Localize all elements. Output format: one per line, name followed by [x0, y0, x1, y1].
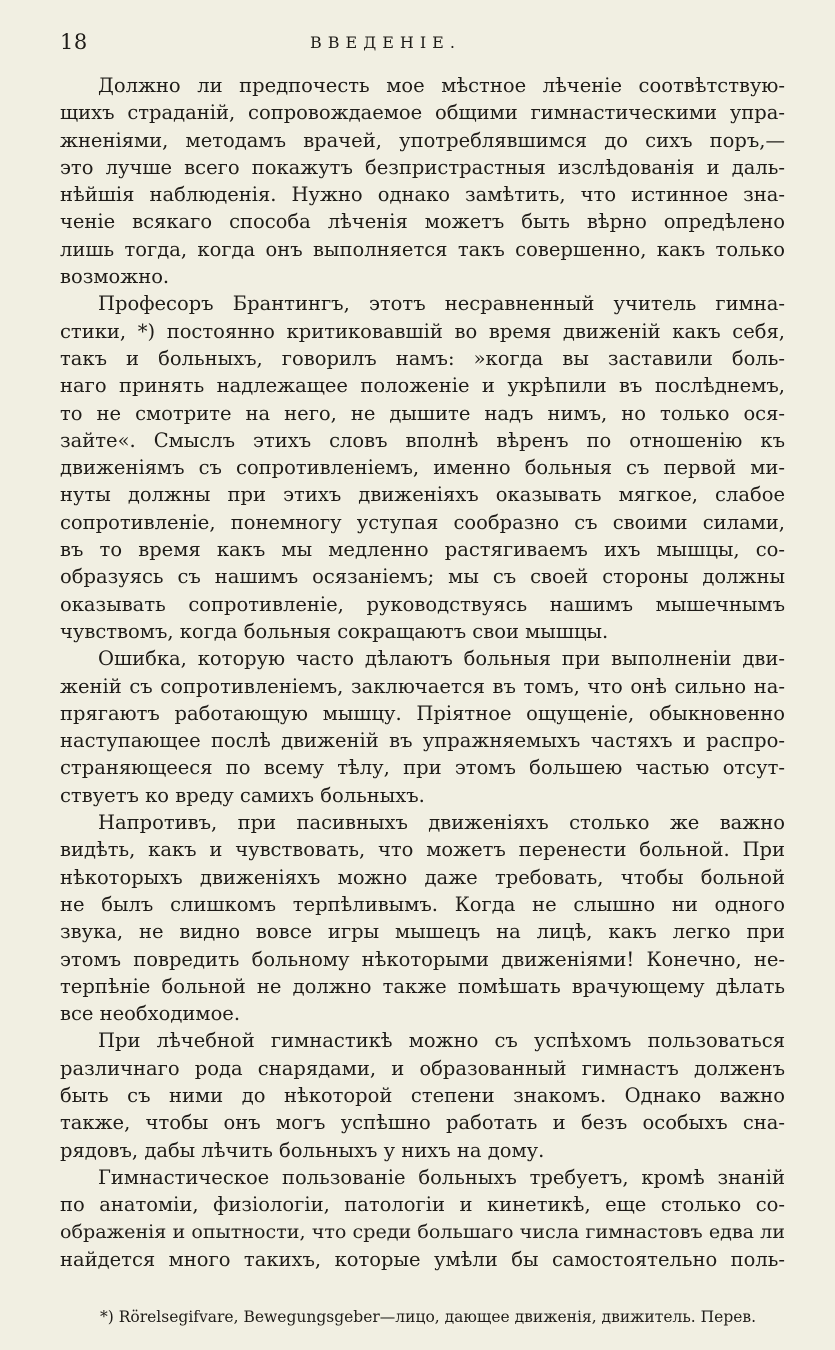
running-title: ВВЕДЕНІЕ. [310, 33, 461, 52]
text-line: терпѣніе больной не должно также помѣшать врачующему дѣлать [60, 974, 785, 998]
text-line: зайте«. Смыслъ этихъ словъ вполнѣ вѣренъ по отношенію къ [60, 428, 785, 452]
text-line: женій съ сопротивленіемъ, заключается въ томъ, что онѣ сильно на- [60, 674, 785, 698]
text-line: Ошибка, которую часто дѣлаютъ больныя при выполненіи дви- [98, 647, 785, 671]
text-line: рядовъ, дабы лѣчить больныхъ у нихъ на дому. [60, 1138, 545, 1162]
text-line: также, чтобы онъ могъ успѣшно работать и безъ особыхъ сна- [60, 1111, 785, 1135]
text-line: движеніямъ съ сопротивленіемъ, именно больныя съ первой ми- [60, 456, 785, 480]
text-line: все необходимое. [60, 1002, 241, 1026]
text-line: При лѣчебной гимнастикѣ можно съ успѣхомъ пользоваться [98, 1029, 785, 1053]
page-number: 18 [60, 30, 88, 54]
text-line: щихъ страданій, сопровождаемое общими гимнастическими упра- [60, 101, 785, 125]
text-line: видѣть, какъ и чувствовать, что можетъ перенести больной. При [60, 838, 785, 862]
text-line: прягаютъ работающую мышцу. Пріятное ощущеніе, обыкновенно [60, 701, 785, 725]
text-line: въ то время какъ мы медленно растягиваемъ ихъ мышцы, со- [60, 538, 785, 562]
text-line: Професоръ Брантингъ, этотъ несравненный учитель гимна- [98, 292, 785, 316]
text-line: различнаго рода снарядами, и образованный гимнастъ долженъ [60, 1056, 785, 1080]
text-line: не былъ слишкомъ терпѣливымъ. Когда не слышно ни одного [60, 892, 785, 916]
text-line: то не смотрите на него, не дышите надъ нимъ, но только ося- [60, 401, 785, 425]
text-line: оказывать сопротивленіе, руководствуясь нашимъ мышечнымъ [60, 592, 785, 616]
text-line: по анатоміи, физіологіи, патологіи и кинетикѣ, еще столько со- [60, 1193, 785, 1217]
text-line: Гимнастическое пользованіе больныхъ требуетъ, кромѣ знаній [98, 1165, 785, 1189]
text-line: найдется много такихъ, которые умѣли бы самостоятельно поль- [60, 1247, 785, 1271]
text-line: чувствомъ, когда больныя сокращаютъ свои мышцы. [60, 619, 609, 643]
text-line: наго принять надлежащее положеніе и укрѣпили въ послѣднемъ, [60, 374, 785, 398]
text-line: возможно. [60, 265, 170, 289]
text-line: жненіями, методамъ врачей, употреблявшимся до сихъ поръ,— [60, 128, 785, 152]
text-line: ображенія и опытности, что среди большаго числа гимнастовъ едва ли [60, 1220, 785, 1244]
body-text [60, 72, 785, 1273]
text-line: стики, *) постоянно критиковавшій во время движеній какъ себя, [60, 319, 785, 343]
text-line: ствуетъ ко вреду самихъ больныхъ. [60, 783, 425, 807]
text-line: Должно ли предпочесть мое мѣстное лѣченіе соотвѣтствую- [98, 74, 785, 97]
text-line: сопротивленіе, понемногу уступая сообразно съ своими силами, [60, 510, 785, 534]
text-line: Напротивъ, при пасивныхъ движеніяхъ столько же важно [98, 811, 785, 835]
footnote: *) Rörelsegifvare, Bewegungsgeber—лицо, дающее движенія, движитель. Перев. [100, 1308, 757, 1326]
text-line: страняющееся по всему тѣлу, при этомъ большею частью отсут- [60, 756, 785, 780]
text-line: ченіе всякаго способа лѣченія можетъ быть вѣрно опредѣлено [60, 210, 785, 234]
text-line: образуясь съ нашимъ осязаніемъ; мы съ своей стороны должны [60, 565, 785, 589]
text-line: лишь тогда, когда онъ выполняется такъ совершенно, какъ только [60, 237, 785, 261]
text-line: такъ и больныхъ, говорилъ намъ: »когда вы заставили боль- [60, 346, 785, 370]
text-line: это лучше всего покажутъ безпристрастныя изслѣдованія и даль- [60, 155, 785, 179]
text-line: этомъ повредить больному нѣкоторыми движеніями! Конечно, не- [60, 947, 785, 971]
text-line: нуты должны при этихъ движеніяхъ оказывать мягкое, слабое [60, 483, 785, 507]
text-line: нѣкоторыхъ движеніяхъ можно даже требовать, чтобы больной [60, 865, 785, 889]
text-line: быть съ ними до нѣкоторой степени знакомъ. Однако важно [60, 1083, 785, 1107]
text-line: звука, не видно вовсе игры мышецъ на лицѣ, какъ легко при [60, 920, 785, 944]
text-line: нѣйшія наблюденія. Нужно однако замѣтить, что истинное зна- [60, 183, 785, 207]
text-line: наступающее послѣ движеній въ упражняемыхъ частяхъ и распро- [60, 729, 785, 753]
